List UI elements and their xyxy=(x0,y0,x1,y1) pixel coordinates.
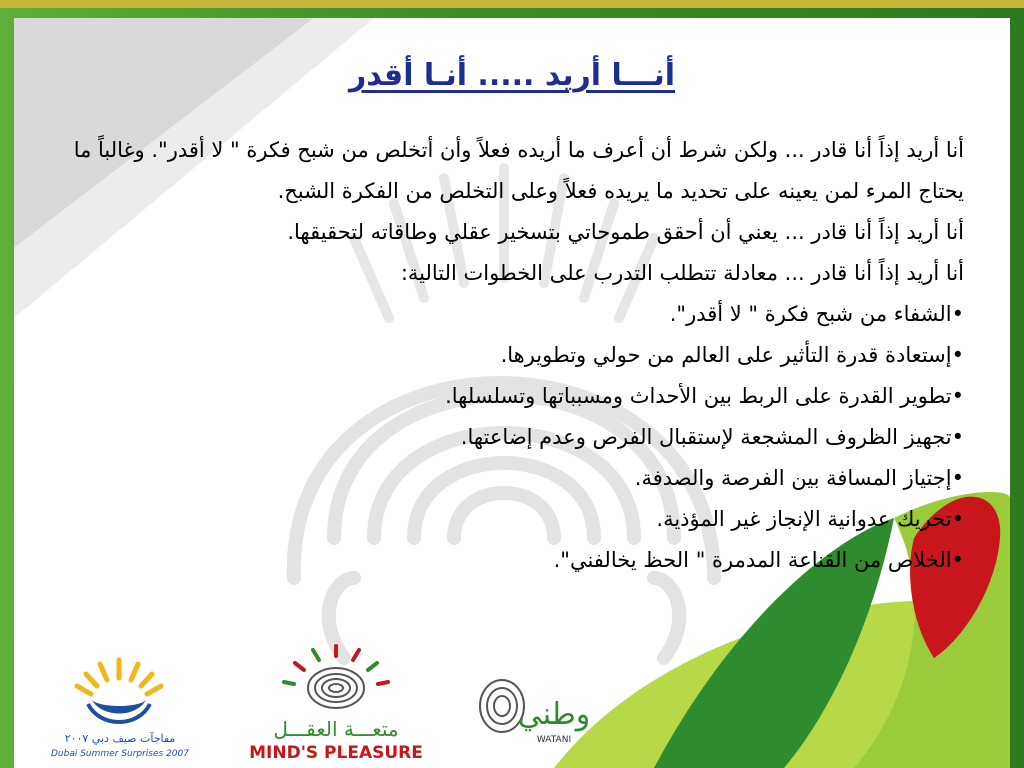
dss-english: Dubai Summer Surprises 2007 xyxy=(51,749,189,759)
minds-arabic: متعـــة العقـــل xyxy=(273,717,399,741)
slide-title-wrap xyxy=(14,58,1010,93)
minds-pleasure-logo xyxy=(249,646,423,763)
minds-english: MIND'S PLEASURE xyxy=(249,743,423,763)
bullet-item: •تحريك عدوانية الإنجاز غير المؤذية. xyxy=(656,507,964,531)
frame-top-edge xyxy=(0,0,1024,8)
watani-arabic: وطني xyxy=(517,697,591,732)
bullet-item: •إجتياز المسافة بين الفرصة والصدفة. xyxy=(634,466,964,490)
dss-logo xyxy=(51,660,189,759)
slide-canvas xyxy=(14,18,1010,768)
watani-logo xyxy=(480,680,590,745)
bullet-item: •الشفاء من شبح فكرة " لا أقدر". xyxy=(669,302,964,326)
paragraph-1: أنا أريد إذاً أنا قادر ... ولكن شرط أن أعرف ما أريده فعلاً وأن أتخلص من شبح فكرة " لا أقدر". وغالباً ما يحتاج المرء لمن يعينه على تحديد ما يريده فعلاً وعلى التخلص من الفكرة الشبح. xyxy=(73,138,964,203)
logo-strip xyxy=(14,638,1010,768)
bullet-item: •تجهيز الظروف المشجعة لإستقبال الفرص وعدم إضاعتها. xyxy=(460,425,964,449)
body-text xyxy=(62,130,964,581)
dss-arabic: مفاجآت صيف دبي ٢٠٠٧ xyxy=(64,732,176,745)
paragraph-3: أنا أريد إذاً أنا قادر ... معادلة تتطلب التدرب على الخطوات التالية: xyxy=(400,261,964,285)
bullet-item: •الخلاص من القناعة المدمرة " الحظ يخالفني". xyxy=(553,548,964,572)
watani-english: WATANI xyxy=(536,735,572,745)
bullet-item: •تطوير القدرة على الربط بين الأحداث ومسبباتها وتسلسلها. xyxy=(445,384,964,408)
bullet-item: •إستعادة قدرة التأثير على العالم من حولي وتطويرها. xyxy=(500,343,964,367)
paragraph-2: أنا أريد إذاً أنا قادر ... يعني أن أحقق طموحاتي بتسخير عقلي وطاقاته لتحقيقها. xyxy=(287,220,964,244)
slide-title: أنـــا أريد ..... أنـا أقدر xyxy=(348,58,676,93)
